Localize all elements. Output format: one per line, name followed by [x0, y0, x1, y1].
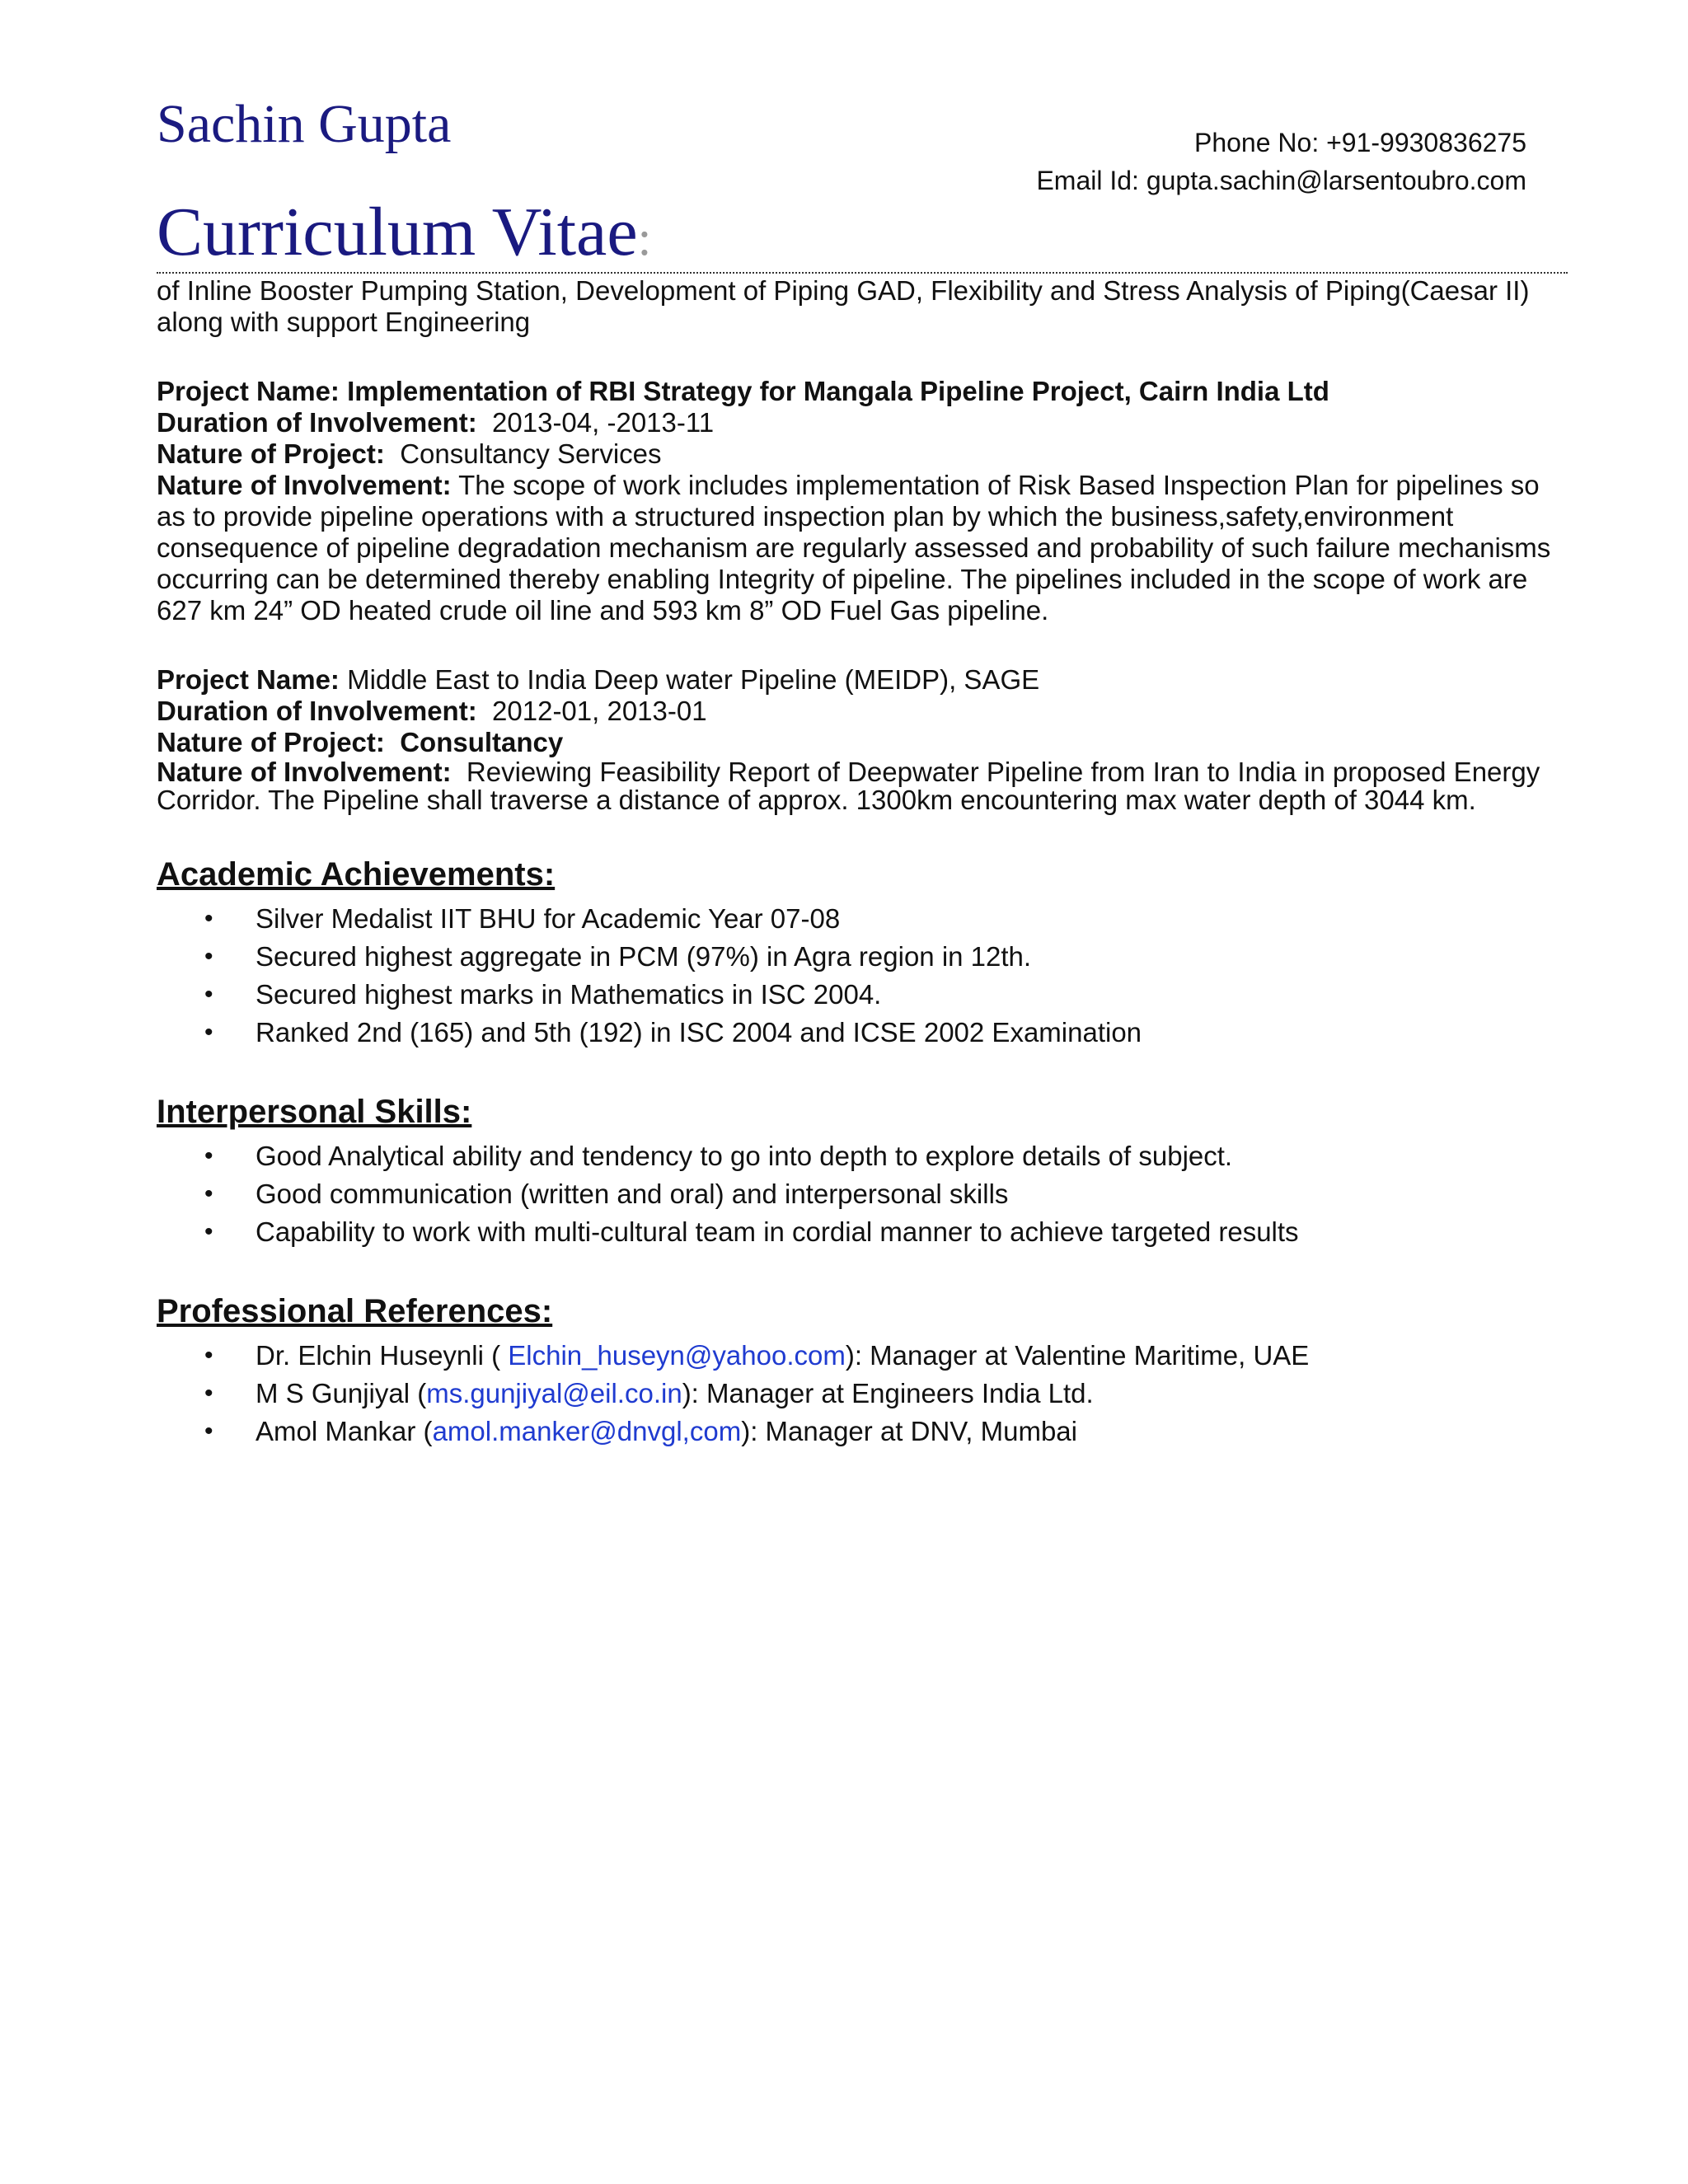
list-item: • M S Gunjiyal (ms.gunjiyal@eil.co.in): Manager at Engineers India Ltd. — [157, 1375, 1574, 1413]
project-duration: Duration of Involvement: 2013-04, -2013-11 — [157, 407, 715, 438]
bullet-icon: • — [204, 1418, 213, 1445]
project-nature: Nature of Project: Consultancy — [157, 727, 564, 757]
header-divider — [157, 272, 1568, 274]
document-title — [157, 194, 652, 270]
bullet-icon: • — [204, 1342, 213, 1369]
academic-list — [157, 900, 1574, 1052]
skills-heading: Interpersonal Skills: — [157, 1094, 472, 1130]
bullet-icon: • — [204, 1019, 213, 1046]
reference-email-link[interactable]: ms.gunjiyal@eil.co.in — [426, 1378, 682, 1408]
contact-block — [1036, 124, 1526, 199]
phone-number: Phone No: +91-9930836275 — [1193, 128, 1526, 157]
bullet-icon: • — [204, 1218, 213, 1245]
intro-continued: of Inline Booster Pumping Station, Development of Piping GAD, Flexibility and Stress Analysis of Piping(Caesar II) along with support Engineering — [157, 275, 1530, 337]
list-item: • Secured highest aggregate in PCM (97%) in Agra region in 12th. — [157, 938, 1574, 976]
list-item: • Good communication (written and oral) and interpersonal skills — [157, 1175, 1574, 1213]
candidate-name: Sachin Gupta — [157, 94, 452, 154]
list-item: • Dr. Elchin Huseynli ( Elchin_huseyn@yahoo.com): Manager at Valentine Maritime, UAE — [157, 1337, 1574, 1375]
title-colon: : — [637, 211, 652, 265]
list-item: • Silver Medalist IIT BHU for Academic Year 07-08 — [157, 900, 1574, 938]
project-nature: Nature of Project: Consultancy Services — [157, 438, 662, 469]
bullet-icon: • — [204, 905, 213, 932]
list-item: • Amol Mankar (amol.manker@dnvgl,com): Manager at DNV, Mumbai — [157, 1413, 1574, 1451]
project-entry — [157, 664, 1574, 814]
email-address: Email Id: gupta.sachin@larsentoubro.com — [1036, 166, 1526, 195]
skills-list — [157, 1137, 1574, 1251]
list-item: • Secured highest marks in Mathematics in ISC 2004. — [157, 976, 1574, 1014]
bullet-icon: • — [204, 1180, 213, 1207]
project-involvement: Nature of Involvement: Reviewing Feasibility Report of Deepwater Pipeline from Iran to India in proposed Energy Corridor. The Pipeline shall traverse a distance of approx. 1300km encountering max water depth of 3044 km. — [157, 757, 1540, 815]
bullet-icon: • — [204, 981, 213, 1008]
project-name: Project Name: Implementation of RBI Strategy for Mangala Pipeline Project, Cairn India Ltd — [157, 376, 1329, 406]
academic-heading: Academic Achievements: — [157, 856, 556, 893]
bullet-icon: • — [204, 1142, 213, 1169]
cv-body — [157, 275, 1574, 1451]
project-name: Project Name: Middle East to India Deep water Pipeline (MEIDP), SAGE — [157, 664, 1040, 695]
references-list — [157, 1337, 1574, 1451]
references-heading: Professional References: — [157, 1293, 553, 1329]
project-involvement: Nature of Involvement: The scope of work includes implementation of Risk Based Inspection Plan for pipelines so as to provide pipeline operations with a structured inspection plan by which the business,safety,environment consequence of pipeline degradation mechanism are regularly assessed and probability of such failure mechanisms occurring can be determined thereby enabling Integrity of pipeline. The pipelines included in the scope of work are 627 km 24” OD heated crude oil line and 593 km 8” OD Fuel Gas pipeline. — [157, 470, 1551, 626]
project-duration: Duration of Involvement: 2012-01, 2013-01 — [157, 696, 707, 726]
bullet-icon: • — [204, 1380, 213, 1407]
list-item: • Ranked 2nd (165) and 5th (192) in ISC 2004 and ICSE 2002 Examination — [157, 1014, 1574, 1052]
reference-email-link[interactable]: amol.manker@dnvgl,com — [432, 1416, 742, 1446]
list-item: • Capability to work with multi-cultural team in cordial manner to achieve targeted results — [157, 1213, 1574, 1251]
title-text: Curriculum Vitae — [157, 194, 638, 270]
list-item: • Good Analytical ability and tendency to go into depth to explore details of subject. — [157, 1137, 1574, 1175]
project-entry — [157, 376, 1574, 626]
bullet-icon: • — [204, 943, 213, 970]
reference-email-link[interactable]: Elchin_huseyn@yahoo.com — [508, 1340, 846, 1371]
